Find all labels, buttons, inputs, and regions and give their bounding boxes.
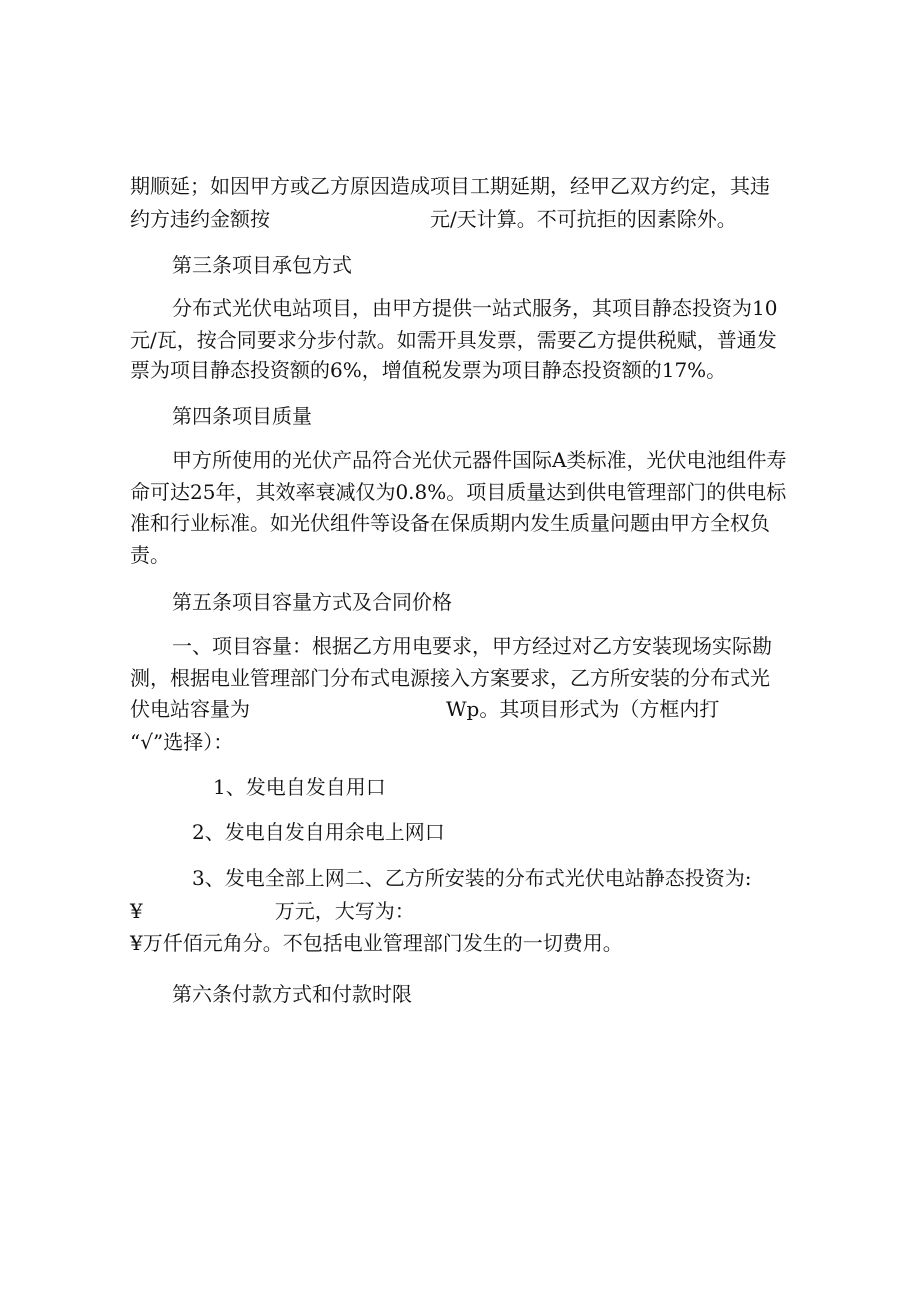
option-1: 1、发电自发自用口 (213, 775, 386, 799)
article-3-line-3: 票为项目静态投资额的6%，增值税发票为项目静态投资额的17%。 (130, 358, 727, 382)
investment-unit-text: 万元，大写为： (274, 899, 415, 923)
capacity-label: 伏电站容量为 (130, 697, 250, 721)
article-3-title: 第三条项目承包方式 (172, 253, 352, 277)
article-5-line-3 (130, 695, 719, 723)
article-4-line-1: 甲方所使用的光伏产品符合光伏元器件国际A类标准，光伏电池组件寿 (172, 448, 787, 472)
article-3-line-2: 元/瓦，按合同要求分步付款。如需开具发票，需要乙方提供税赋，普通发 (130, 328, 777, 352)
option-2: 2、发电自发自用余电上网口 (192, 820, 445, 844)
article-5-line-2: 测，根据电业管理部门分布式电源接入方案要求，乙方所安装的分布式光 (130, 666, 770, 690)
investment-uppercase-line: ¥万仟佰元角分。不包括电业管理部门发生的一切费用。 (130, 931, 623, 955)
option-3: 3、发电全部上网二、乙方所安装的分布式光伏电站静态投资为: (192, 866, 752, 890)
yen-sign: ¥ (130, 899, 143, 923)
penalty-unit-text: 元/天计算。不可抗拒的因素除外。 (430, 207, 737, 231)
article-4-line-2: 命可达25年，其效率衰减仅为0.8%。项目质量达到供电管理部门的供电标 (130, 480, 787, 504)
penalty-label: 约方违约金额按 (130, 207, 270, 231)
paragraph-1-line-1: 期顺延；如因甲方或乙方原因造成项目工期延期，经甲乙双方约定，其违 (130, 174, 770, 198)
paragraph-1-line-2 (130, 205, 737, 233)
article-4-line-4: 责。 (130, 543, 170, 567)
investment-amount-line (130, 897, 415, 925)
article-4-title: 第四条项目质量 (172, 404, 312, 428)
article-5-title: 第五条项目容量方式及合同价格 (172, 590, 452, 614)
article-5-line-4: “√”选择）： (130, 730, 234, 754)
article-6-title: 第六条付款方式和付款时限 (172, 982, 412, 1006)
article-4-line-3: 准和行业标准。如光伏组件等设备在保质期内发生质量问题由甲方全权负 (130, 511, 770, 535)
article-3-line-1: 分布式光伏电站项目，由甲方提供一站式服务，其项目静态投资为10 (172, 296, 778, 320)
article-5-line-1: 一、项目容量：根据乙方用电要求，甲方经过对乙方安装现场实际勘 (172, 634, 772, 658)
capacity-unit-text: Wp。其项目形式为（方框内打 (446, 697, 720, 721)
